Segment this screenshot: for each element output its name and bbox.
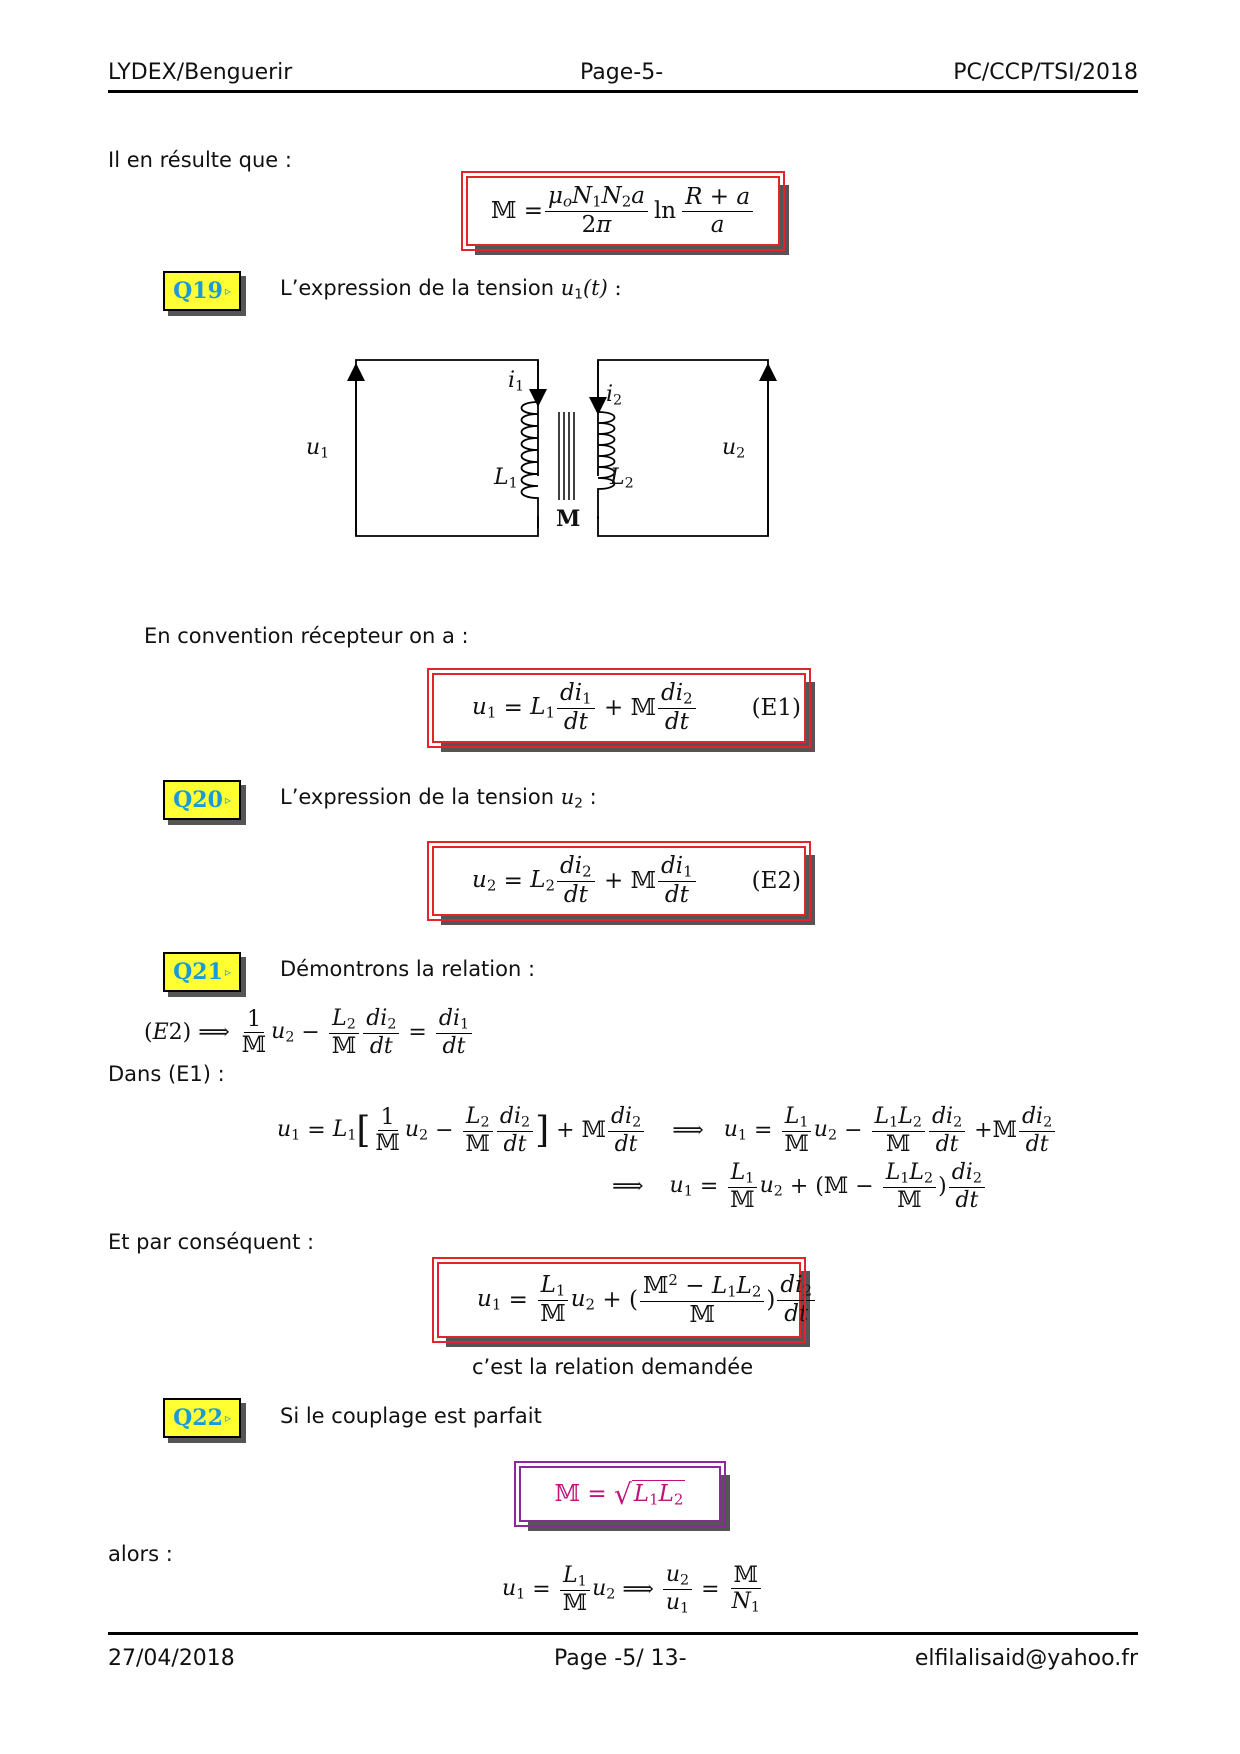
mutual-inductance-box: 𝕄 = $\frac{\mu_oN_1N_2a}{2\pi}$ ln $\frac{R + a}{a}$: [466, 176, 780, 246]
triangle-icon: ▹: [224, 965, 231, 979]
label-l2: $L_2$: [610, 465, 634, 492]
e1-box: $u_1$ = $L_1$ $\frac{di_1}{dt}$ + 𝕄 $\frac{di_2}{dt}$ (E1): [432, 673, 806, 743]
text-relation-demandee: c’est la relation demandée: [472, 1355, 754, 1379]
text-et-par-consequent: Et par conséquent :: [108, 1230, 315, 1254]
result-box: $u_1$ = $\frac{L_1}{\text{𝕄}}$ $u_2$ + ( $\frac{𝕄^2 - L_1L_2}{\text{𝕄}}$ ) $\frac{di_2}{dt}$: [437, 1262, 801, 1338]
e2-box: $u_2$ = $L_2$ $\frac{di_2}{dt}$ + 𝕄 $\frac{di_1}{dt}$ (E2): [432, 846, 806, 916]
equation-substitution-1: $u_1$ = $L_1$ [ $\frac{1}{\text{𝕄}}$ $u_2$ − $\frac{L_2}{\text{𝕄}}$ $\frac{di_2}{dt}$ ] + 𝕄 $\frac{di_2}{dt}$ ⟹ $u_1$ = $\frac{L_1}{\text{𝕄}}$ $u_2$ − $\frac{L_1L_2}{\text{𝕄}}$ $\frac{di_2}{dt}$ + 𝕄 $\frac{di_2}{dt}$: [277, 1104, 1057, 1157]
coil-l1: [522, 402, 539, 528]
footer-left: 27/04/2018: [108, 1646, 235, 1671]
e2-label: (E2): [751, 868, 802, 894]
label-u2: $u_2$: [722, 435, 746, 462]
q22-tag: Q22 ▹: [163, 1398, 241, 1438]
equation-e2-rearranged: (E2) ⟹ $\frac{1}{\text{𝕄}}$ $u_2$ − $\frac{L_2}{\text{𝕄}}$ $\frac{di_2}{dt}$ = $\frac{di_1}{dt}$: [144, 1006, 474, 1059]
footer-right: elfilalisaid@yahoo.fr: [914, 1646, 1138, 1671]
label-u1: $u_1$: [306, 435, 330, 462]
ln-label: ln: [653, 198, 677, 224]
frac-r-plus-a: R + a: [682, 184, 753, 211]
header-center: Page-5-: [580, 60, 664, 85]
header-right: PC/CCP/TSI/2018: [953, 60, 1138, 85]
text-dans-e1: Dans (E1) :: [108, 1062, 225, 1086]
triangle-icon: ▹: [224, 793, 231, 807]
frac-a: a: [710, 211, 725, 238]
label-i2: $i_2$: [606, 382, 623, 409]
triangle-icon: ▹: [224, 284, 231, 298]
label-i1: $i_1$: [508, 368, 525, 395]
q21-text: Démontrons la relation :: [280, 957, 536, 981]
text-alors: alors :: [108, 1542, 173, 1566]
q21-tag: Q21 ▹: [163, 952, 241, 992]
mutual-fraction: $\frac{\mu_oN_1N_2a}{2\pi}$: [545, 183, 648, 238]
header-rule: [108, 90, 1138, 93]
q22-text: Si le couplage est parfait: [280, 1404, 542, 1428]
footer-rule: [108, 1632, 1138, 1635]
q20-tag: Q20 ▹: [163, 780, 241, 820]
q20-text: L’expression de la tension $u_2$ :: [280, 785, 597, 812]
triangle-icon: ▹: [224, 1411, 231, 1425]
perfect-coupling-box: 𝕄 = √ $L_1L_2$: [519, 1466, 721, 1522]
header-left: LYDEX/Benguerir: [108, 60, 293, 85]
label-m: M: [556, 506, 581, 532]
q19-text: L’expression de la tension $u_1(t)$ :: [280, 276, 622, 303]
e1-label: (E1): [751, 695, 802, 721]
text-il-en-resulte: Il en résulte que :: [108, 148, 292, 172]
text-convention: En convention récepteur on a :: [144, 624, 469, 648]
label-l1: $L_1$: [494, 465, 518, 492]
footer-center: Page -5/ 13-: [554, 1646, 687, 1671]
equation-substitution-2: ⟹ $u_1$ = $\frac{L_1}{\text{𝕄}}$ $u_2$ + ( 𝕄 − $\frac{L_1L_2}{\text{𝕄}}$ ) $\frac{di_2}{dt}$: [612, 1160, 987, 1213]
equation-ratio: $u_1$ = $\frac{L_1}{\text{𝕄}}$ $u_2$ ⟹ $\frac{u_2}{u_1}$ = $\frac{\text{𝕄}}{N_1}$: [502, 1562, 760, 1617]
q19-tag: Q19 ▹: [163, 271, 241, 311]
